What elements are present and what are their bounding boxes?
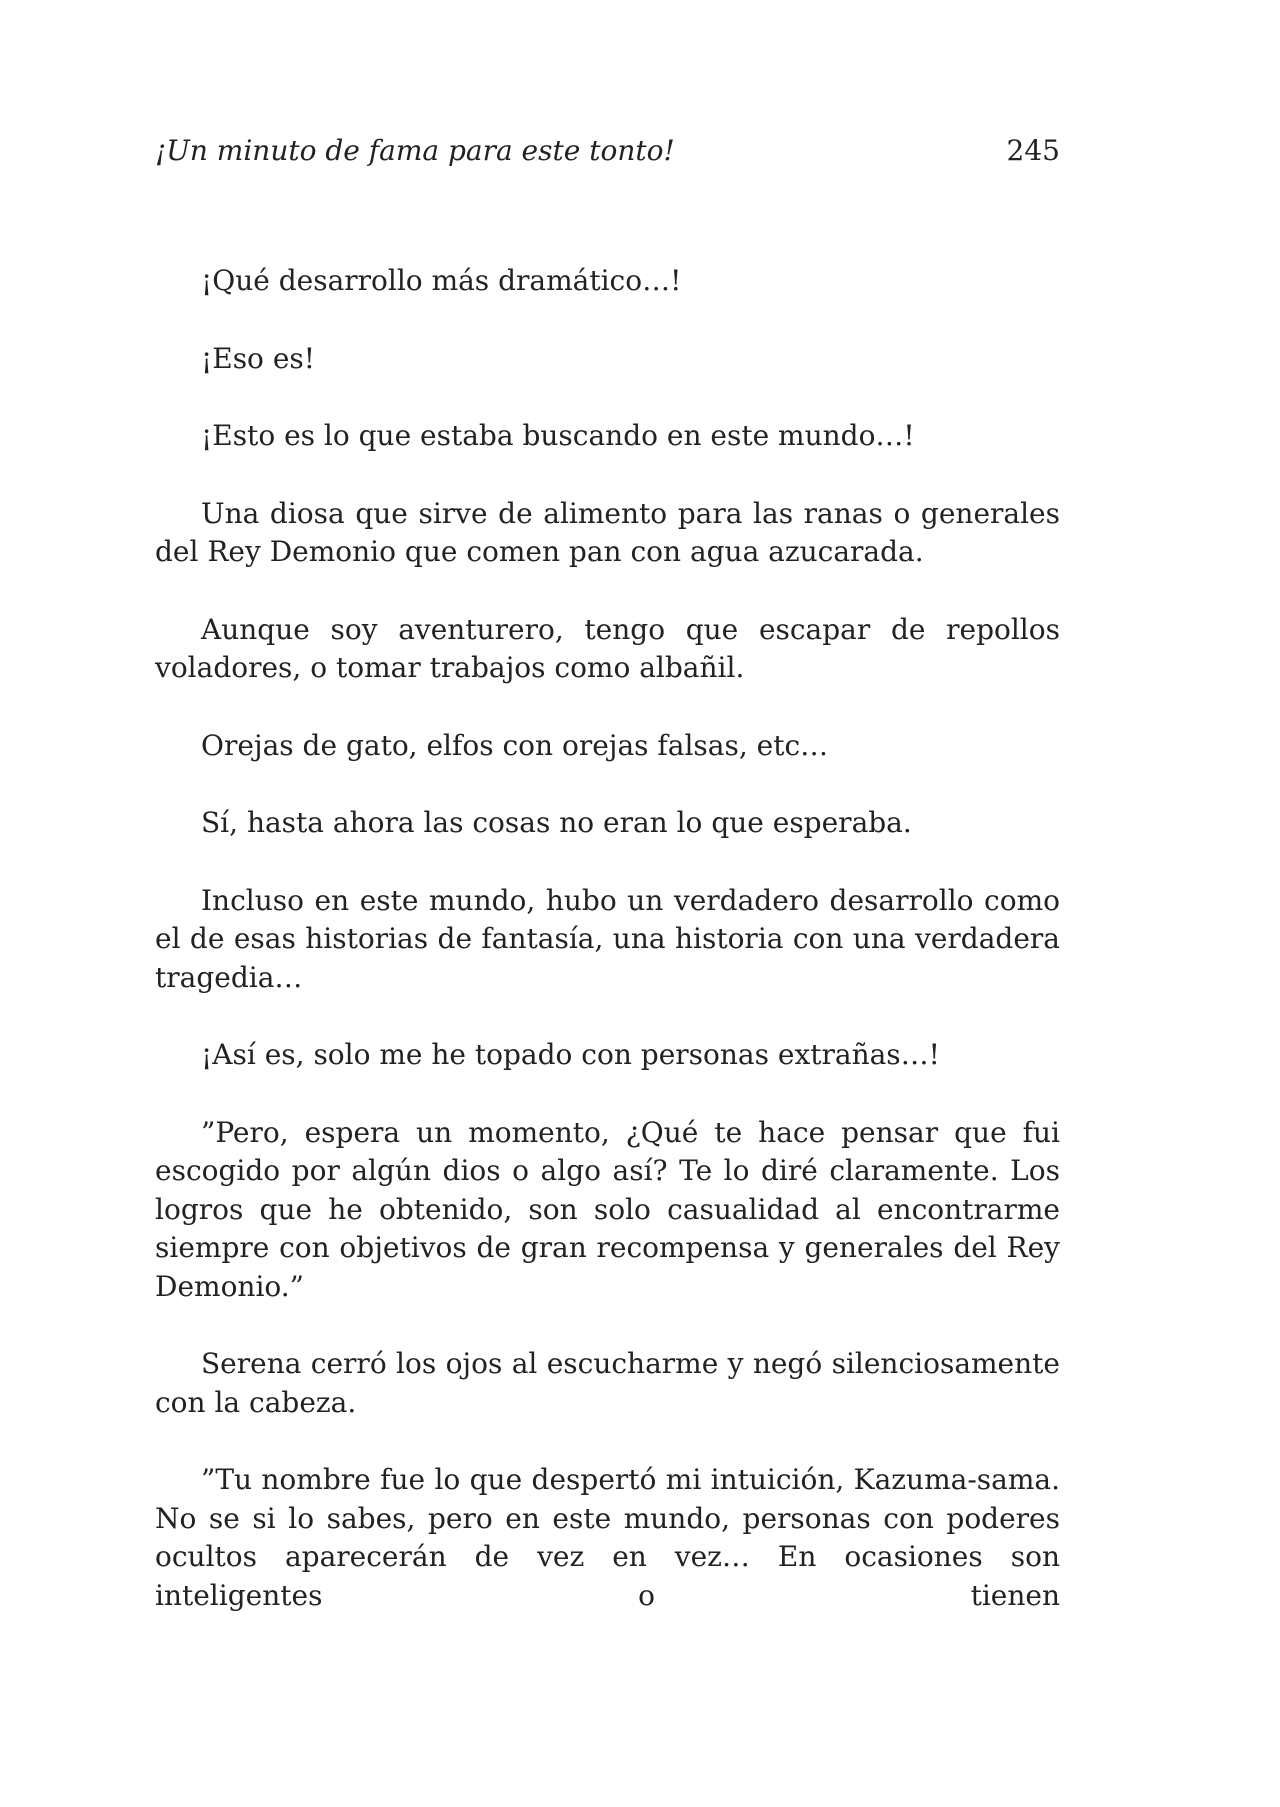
paragraph: ¡Así es, solo me he topado con personas extrañas…! — [201, 1038, 940, 1071]
body-text — [155, 262, 1060, 1615]
running-header — [155, 131, 1060, 171]
page-number: 245 — [1006, 134, 1060, 167]
paragraph: ¡Qué desarrollo más dramático…! — [201, 264, 682, 297]
paragraph: Aunque soy aventurero, tengo que escapar de repollos voladores, o tomar trabajos como albañil. — [155, 612, 1060, 684]
paragraph: ”Pero, espera un momento, ¿Qué te hace pensar que fui escogido por algún dios o algo así? Te lo diré claramente. Los logros que he obtenido, son solo casualidad al encontrarme siempre con objetivos de gran recompensa y generales del Rey Demonio.” — [155, 1115, 1060, 1303]
paragraph: ¡Esto es lo que estaba buscando en este mundo…! — [201, 419, 915, 452]
paragraph: ”Tu nombre fue lo que despertó mi intuición, Kazuma-sama. No se si lo sabes, pero en este mundo, personas con poderes ocultos aparecerán de vez en vez… En ocasiones son inteligentes o tienen — [155, 1463, 1060, 1612]
paragraph: Sí, hasta ahora las cosas no eran lo que esperaba. — [201, 806, 912, 839]
paragraph: Serena cerró los ojos al escucharme y negó silenciosamente con la cabeza. — [155, 1347, 1060, 1419]
paragraph: Orejas de gato, elfos con orejas falsas, etc… — [201, 728, 829, 762]
paragraph: Una diosa que sirve de alimento para las ranas o generales del Rey Demonio que comen pan con agua azucarada. — [155, 496, 1060, 568]
paragraph: ¡Eso es! — [201, 341, 316, 375]
running-title: ¡Un minuto de fama para este tonto! — [155, 134, 675, 167]
paragraph: Incluso en este mundo, hubo un verdadero desarrollo como el de esas historias de fantasía, una historia con una verdadera tragedia… — [155, 883, 1060, 994]
